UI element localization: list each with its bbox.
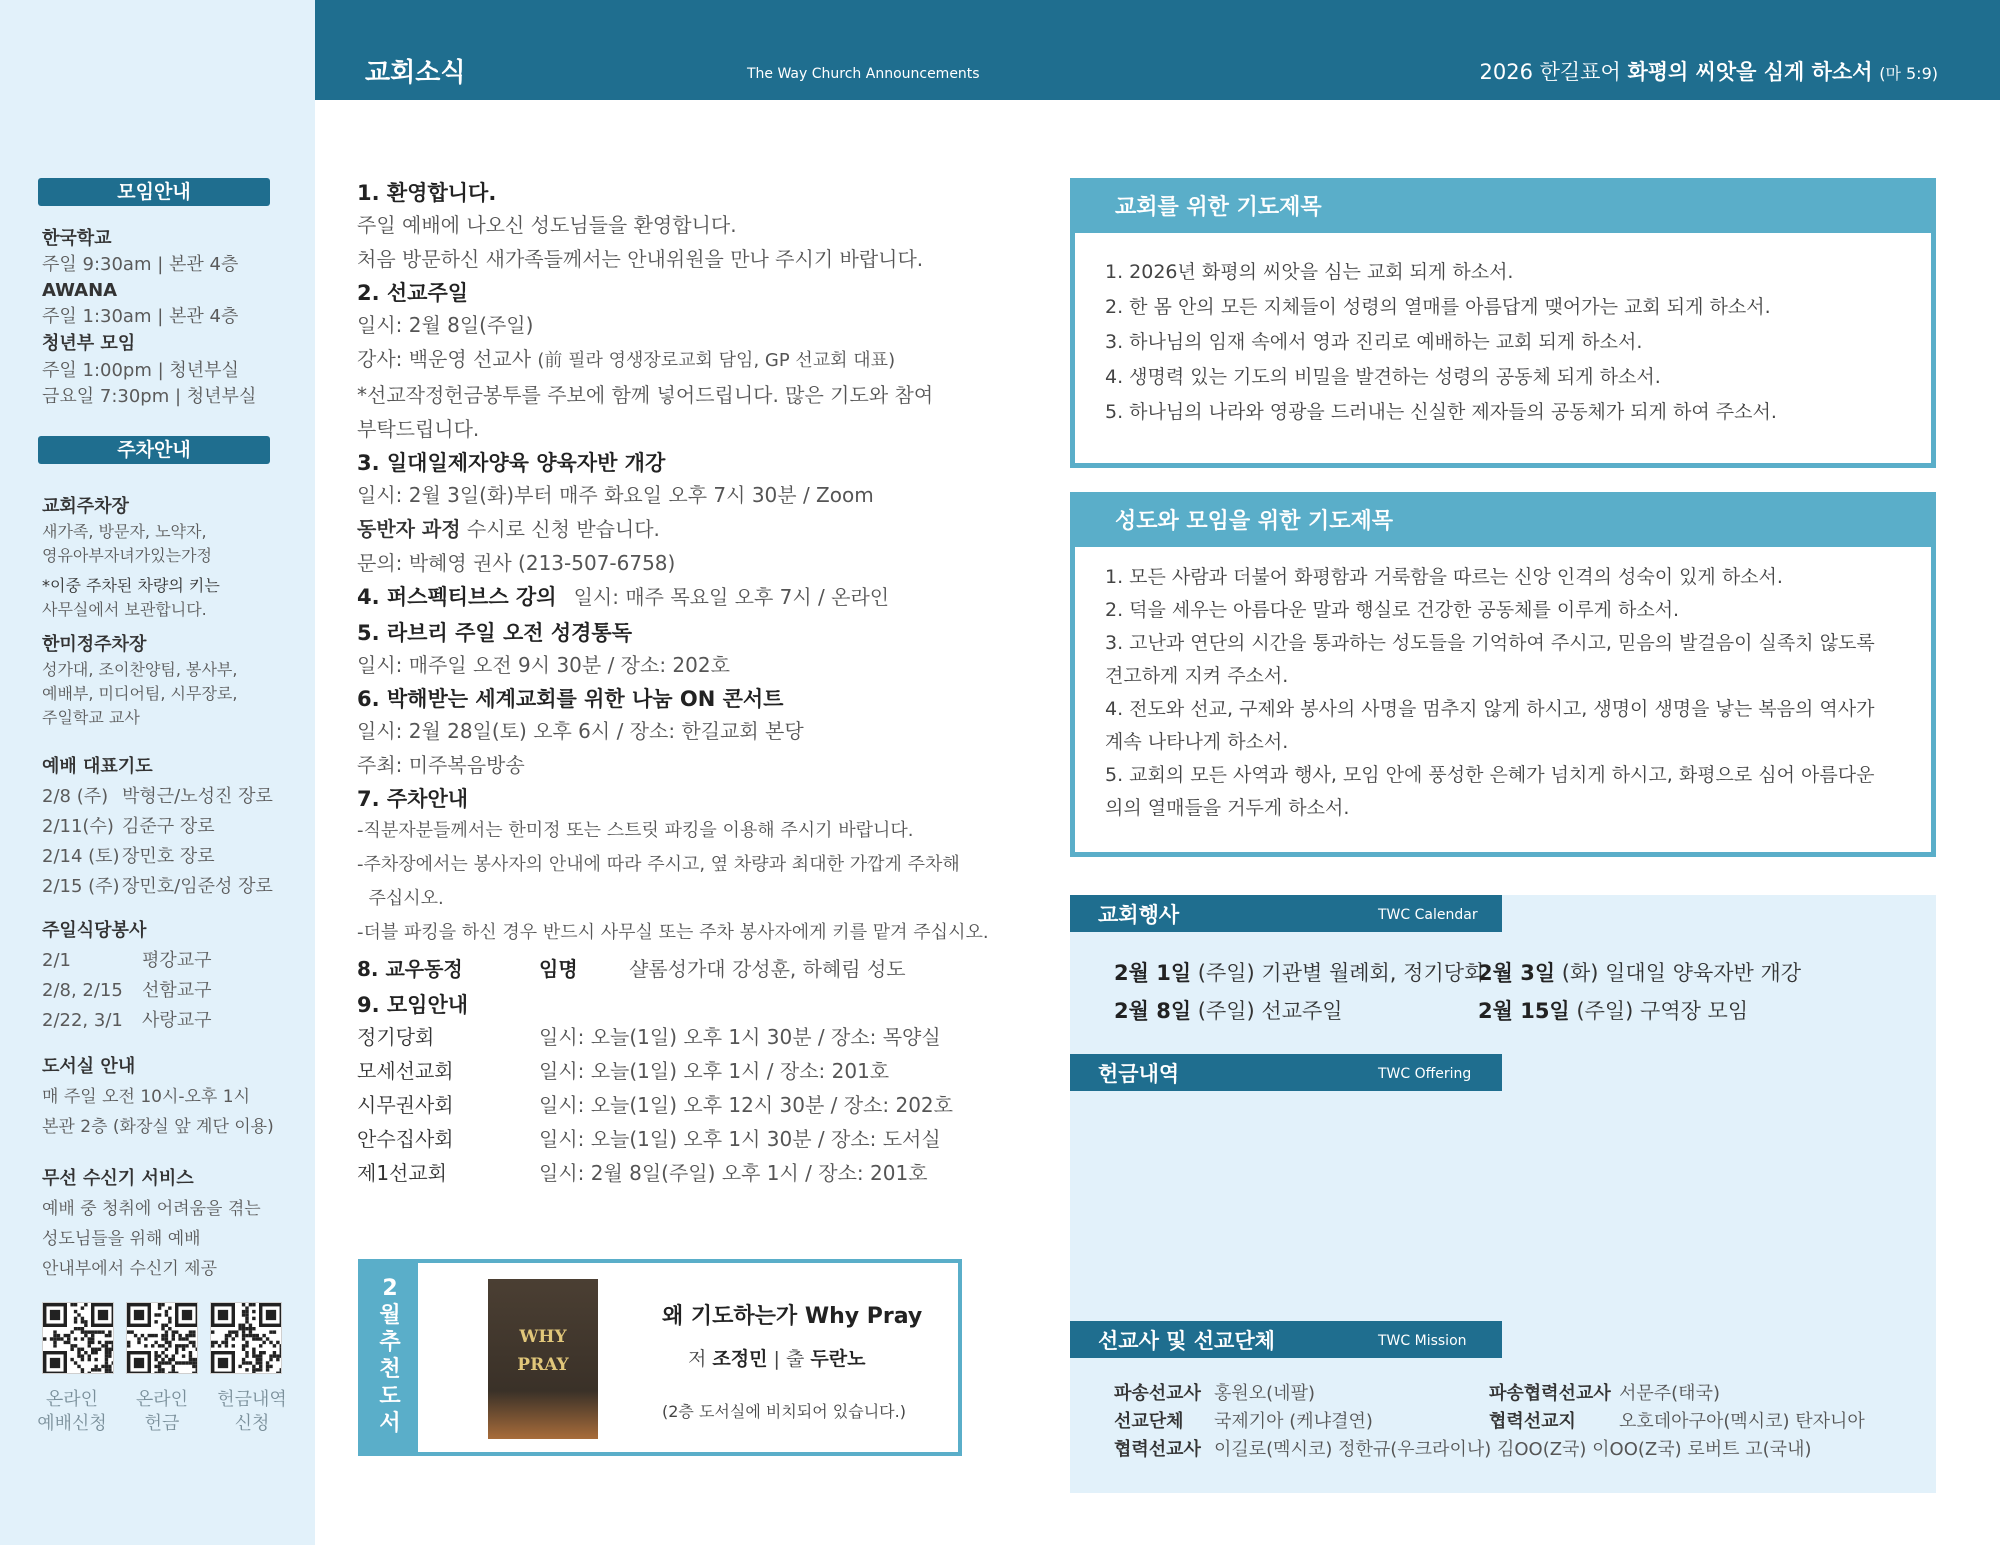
- offering-title: 헌금내역: [1098, 1062, 1180, 1086]
- meeting-info: 일시: 2월 8일(주일) 오후 1시 / 장소: 201호: [539, 1161, 928, 1185]
- meetings-list: [42, 226, 302, 410]
- theme-prefix: 2026 한길표어: [1479, 60, 1621, 84]
- event-desc: (화) 일대일 양육자반 개강: [1555, 961, 1802, 985]
- mission-value: 국제기아 (케냐결연): [1214, 1411, 1373, 1432]
- meetings-header: 모임안내: [38, 178, 270, 206]
- mission-list: [1114, 1380, 1865, 1464]
- meeting-name: 시무권사회: [357, 1093, 454, 1117]
- hanmijung-title: 한미정주차장: [42, 634, 147, 655]
- side-char: 월: [379, 1303, 401, 1328]
- side-char: 2: [382, 1276, 398, 1301]
- meeting-info: 일시: 오늘(1일) 오후 1시 30분 / 장소: 목양실: [539, 1025, 941, 1049]
- meeting-row: [357, 1122, 977, 1156]
- publisher-name: 두란노: [810, 1348, 866, 1370]
- page-subtitle: The Way Church Announcements: [747, 66, 980, 82]
- section-title: 8. 교우동정: [357, 957, 463, 981]
- mission-row: [1114, 1408, 1865, 1436]
- announcement-line: 일시: 2월 3일(화)부터 매주 화요일 오후 7시 30분 / Zoom: [357, 483, 874, 507]
- side-char: 도: [379, 1384, 401, 1409]
- event-date: 2월 1일: [1114, 961, 1192, 985]
- lunch-row: [42, 946, 302, 976]
- meeting-name: 안수집사회: [357, 1127, 454, 1151]
- prayer-line: 계속 나타나게 하소서.: [1105, 731, 1289, 753]
- announcements: [357, 178, 989, 1190]
- church-parking-line: 새가족, 방문자, 노약자,: [42, 522, 207, 541]
- members-prayer-list: [1075, 547, 1931, 825]
- meeting-time: 금요일 7:30pm | 청년부실: [42, 386, 257, 407]
- offering-tab: [1070, 1054, 1502, 1091]
- meeting-name: AWANA: [42, 280, 118, 301]
- announcement-line: [357, 512, 977, 546]
- book-note: (2층 도서실에 비치되어 있습니다.): [662, 1402, 906, 1421]
- announcement-line: [357, 342, 977, 378]
- rep-date: 2/11(수): [42, 816, 114, 837]
- library-info: [42, 1052, 302, 1142]
- section-title: 1. 환영합니다.: [357, 181, 497, 205]
- meeting-row: [357, 1020, 977, 1054]
- mission-value: 이길로(멕시코) 정한규(우크라이나) 김OO(Z국) 이OO(Z국) 로버트 고(국내): [1214, 1439, 1812, 1460]
- lunch-title: 주일식당봉사: [42, 920, 147, 941]
- announcement-line: *선교작정헌금봉투를 주보에 함께 넣어드립니다. 많은 기도와 참여: [357, 383, 934, 407]
- qr-label-line: 온라인: [45, 1389, 99, 1410]
- mission-key: 협력선교지: [1489, 1411, 1576, 1432]
- course-note: 수시로 신청 받습니다.: [460, 517, 660, 541]
- church-parking-title: 교회주차장: [42, 496, 129, 517]
- meeting-name: 청년부 모임: [42, 333, 136, 354]
- rep-name: 장민호/임준성 장로: [122, 876, 273, 897]
- lunch-group: 사랑교구: [142, 1010, 212, 1031]
- rep-date: 2/15 (주): [42, 876, 120, 897]
- meeting-time: 주일 1:00pm | 청년부실: [42, 360, 239, 381]
- qr-code-offering-record[interactable]: [210, 1302, 282, 1374]
- lunch-service: [42, 916, 302, 1036]
- qr-label-line: 온라인: [135, 1389, 189, 1410]
- prayer-line: 3. 고난과 연단의 시간을 통과하는 성도들을 기억하여 주시고, 믿음의 발걸음이 실족치 않도록: [1105, 632, 1875, 654]
- prayer-reps-title: 예배 대표기도: [42, 756, 153, 777]
- wireless-info: [42, 1164, 302, 1284]
- prayer-line: 의의 열매들을 거두게 하소서.: [1105, 797, 1350, 819]
- section-title: 9. 모임안내: [357, 993, 469, 1017]
- qr-labels: [30, 1388, 294, 1436]
- event-desc: (주일) 기관별 월례회, 정기당회: [1191, 961, 1485, 985]
- event-date: 2월 15일: [1478, 999, 1570, 1023]
- mission-tab: [1070, 1321, 1502, 1358]
- mission-key: 파송선교사: [1114, 1383, 1201, 1404]
- event-desc: (주일) 선교주일: [1191, 999, 1343, 1023]
- announcement-line: 주최: 미주복음방송: [357, 753, 525, 777]
- author-label: 저: [688, 1348, 707, 1370]
- speaker: 강사: 백운영 선교사: [357, 347, 532, 371]
- mission-row: [1114, 1436, 1865, 1464]
- side-char: 천: [379, 1357, 401, 1382]
- section-title: 2. 선교주일: [357, 281, 469, 305]
- event-date: 2월 3일: [1478, 961, 1556, 985]
- prayer-line: 5. 교회의 모든 사역과 행사, 모임 안에 풍성한 은혜가 넘치게 하시고, 화평으로 심어 아름다운: [1105, 764, 1875, 786]
- prayer-line: 2. 덕을 세우는 아름다운 말과 행실로 건강한 공동체를 이루게 하소서.: [1105, 599, 1680, 621]
- qr-code-online-offering[interactable]: [126, 1302, 198, 1374]
- meeting-name: 정기당회: [357, 1025, 435, 1049]
- lunch-row: [42, 1006, 302, 1036]
- announcement-line: -주차장에서는 봉사자의 안내에 따라 주시고, 옆 차량과 최대한 가깝게 주차해: [357, 854, 960, 875]
- prayer-item: 5. 하나님의 나라와 영광을 드러내는 신실한 제자들의 공동체가 되게 하여 주소서.: [1105, 401, 1777, 423]
- book-recommendation: [358, 1259, 962, 1456]
- church-prayer-box: [1070, 178, 1936, 468]
- header-bar: [315, 0, 2000, 100]
- meeting-time: 주일 1:30am | 본관 4층: [42, 306, 239, 327]
- page-title: 교회소식: [365, 58, 466, 88]
- section-title: 6. 박해받는 세계교회를 위한 나눔 ON 콘서트: [357, 687, 784, 711]
- announcement-line: 주십시오.: [357, 888, 444, 909]
- mission-value: 서문주(태국): [1619, 1383, 1720, 1404]
- members-prayer-title: 성도와 모임을 위한 기도제목: [1075, 497, 1931, 547]
- book-author: 저 조정민 | 출 두란노: [688, 1348, 866, 1370]
- prayer-line: 4. 전도와 선교, 구제와 봉사의 사명을 멈추지 않게 하시고, 생명이 생명을 낳는 복음의 역사가: [1105, 698, 1875, 720]
- meeting-name: 한국학교: [42, 228, 112, 249]
- calendar-en: TWC Calendar: [1378, 907, 1478, 923]
- hanmijung-line: 주일학교 교사: [42, 708, 140, 727]
- prayer-item: 3. 하나님의 임재 속에서 영과 진리로 예배하는 교회 되게 하소서.: [1105, 331, 1643, 353]
- side-char: 서: [379, 1411, 401, 1436]
- meeting-row: [357, 1156, 977, 1190]
- rep-name: 장민호 장로: [122, 846, 215, 867]
- lunch-row: [42, 976, 302, 1006]
- speaker-note: (前 필라 영생장로교회 담임, GP 선교회 대표): [537, 350, 896, 371]
- qr-code-online-worship[interactable]: [42, 1302, 114, 1374]
- hanmijung-line: 성가대, 조이찬양팀, 봉사부,: [42, 660, 238, 679]
- news-value: 샬롬성가대 강성훈, 하혜림 성도: [629, 957, 906, 981]
- mission-key: 파송협력선교사: [1489, 1383, 1611, 1404]
- mission-value: 오호데아구아(멕시코) 탄자니아: [1619, 1411, 1865, 1432]
- library-title: 도서실 안내: [42, 1056, 136, 1077]
- announcement-line: 주일 예배에 나오신 성도님들을 환영합니다.: [357, 213, 737, 237]
- book-cover-title: PRAY: [517, 1355, 569, 1375]
- event-item: [1478, 957, 1801, 987]
- side-char: 추: [379, 1330, 401, 1355]
- parking-note: *이중 주차된 차량의 키는: [42, 576, 220, 595]
- theme-ref: (마 5:9): [1879, 64, 1938, 83]
- book-side-label: [362, 1263, 418, 1452]
- prayer-item: 2. 한 몸 안의 모든 지체들이 성령의 열매를 아름답게 맺어가는 교회 되게 하소서.: [1105, 296, 1771, 318]
- sidebar: [0, 0, 315, 1545]
- announcement-line: 일시: 2월 8일(주일): [357, 313, 534, 337]
- meeting-info: 일시: 오늘(1일) 오후 12시 30분 / 장소: 202호: [539, 1093, 953, 1117]
- course-name: 동반자 과정: [357, 517, 461, 541]
- section-title: 7. 주차안내: [357, 787, 469, 811]
- event-item: [1114, 995, 1343, 1025]
- prayer-rep-row: [42, 782, 302, 812]
- prayer-rep-row: [42, 872, 302, 902]
- qr-label: [210, 1388, 294, 1436]
- meeting-row: [357, 1088, 977, 1122]
- mission-row: [1114, 1380, 1865, 1408]
- parking-info: [42, 494, 302, 730]
- church-parking-line: 영유아부자녀가있는가정: [42, 546, 213, 565]
- qr-codes: [42, 1302, 282, 1374]
- announcement-line: 문의: 박혜영 권사 (213-507-6758): [357, 551, 676, 575]
- mission-title: 선교사 및 선교단체: [1098, 1329, 1275, 1353]
- mission-key: 협력선교사: [1114, 1439, 1201, 1460]
- announcement-line: -더블 파킹을 하신 경우 반드시 사무실 또는 주차 봉사자에게 키를 맡겨 주십시오.: [357, 922, 989, 943]
- qr-label-line: 헌금: [144, 1413, 180, 1434]
- lunch-date: 2/1: [42, 950, 71, 971]
- wireless-line: 성도님들을 위해 예배: [42, 1229, 201, 1249]
- meeting-name: 모세선교회: [357, 1059, 454, 1083]
- calendar-tab: [1070, 895, 1502, 932]
- book-cover-title: WHY: [519, 1327, 567, 1347]
- library-line: 본관 2층 (화장실 앞 계단 이용): [42, 1117, 274, 1137]
- qr-label: [30, 1388, 114, 1436]
- lunch-group: 평강교구: [142, 950, 212, 971]
- news-kind: 임명: [539, 957, 578, 981]
- section-title: 3. 일대일제자양육 양육자반 개강: [357, 451, 666, 475]
- announcement-line: 일시: 매주 목요일 오후 7시 / 온라인: [573, 585, 890, 609]
- mission-en: TWC Mission: [1378, 1333, 1467, 1349]
- prayer-item: 4. 생명력 있는 기도의 비밀을 발견하는 성령의 공동체 되게 하소서.: [1105, 366, 1661, 388]
- announcement-line: 부탁드립니다.: [357, 417, 480, 441]
- meeting-name: 제1선교회: [357, 1161, 448, 1185]
- event-date: 2월 8일: [1114, 999, 1192, 1023]
- mission-value: 홍원오(네팔): [1214, 1383, 1315, 1404]
- rep-name: 김준구 장로: [122, 816, 215, 837]
- prayer-item: 1. 2026년 화평의 씨앗을 심는 교회 되게 하소서.: [1105, 261, 1514, 283]
- yearly-theme: [1479, 56, 1938, 86]
- wireless-line: 안내부에서 수신기 제공: [42, 1259, 218, 1279]
- author-name: 조정민: [712, 1348, 768, 1370]
- qr-label-line: 헌금내역: [217, 1389, 287, 1410]
- book-cover: [488, 1279, 598, 1439]
- book-info: [662, 1299, 952, 1422]
- offering-en: TWC Offering: [1378, 1066, 1472, 1082]
- meeting-row: [357, 1054, 977, 1088]
- meeting-time: 주일 9:30am | 본관 4층: [42, 254, 239, 275]
- qr-label: [120, 1388, 204, 1436]
- calendar-title: 교회행사: [1098, 903, 1180, 927]
- prayer-rep-row: [42, 842, 302, 872]
- announcement-line: 일시: 매주일 오전 9시 30분 / 장소: 202호: [357, 653, 730, 677]
- hanmijung-line: 예배부, 미디어팀, 시무장로,: [42, 684, 238, 703]
- prayer-line: 1. 모든 사람과 더불어 화평함과 거룩함을 따르는 신앙 인격의 성숙이 있게 하소서.: [1105, 566, 1783, 588]
- events-panel: [1070, 895, 1936, 1493]
- section-inline: [357, 580, 977, 618]
- library-line: 매 주일 오전 10시-오후 1시: [42, 1087, 250, 1107]
- section-title: 5. 라브리 주일 오전 성경통독: [357, 621, 632, 645]
- prayer-line: 견고하게 지켜 주소서.: [1105, 665, 1289, 687]
- theme-main: 화평의 씨앗을 심게 하소서: [1627, 60, 1873, 84]
- qr-label-line: 예배신청: [37, 1413, 107, 1434]
- prayer-reps: [42, 752, 302, 902]
- lunch-group: 선함교구: [142, 980, 212, 1001]
- book-title: 왜 기도하는가 Why Pray: [662, 1304, 923, 1329]
- lunch-date: 2/8, 2/15: [42, 980, 123, 1001]
- event-item: [1114, 957, 1484, 987]
- wireless-line: 예배 중 청취에 어려움을 겪는: [42, 1199, 261, 1219]
- rep-date: 2/8 (주): [42, 786, 109, 807]
- announcement-line: -직분자분들께서는 한미정 또는 스트릿 파킹을 이용해 주시기 바랍니다.: [357, 820, 914, 841]
- rep-date: 2/14 (토): [42, 846, 120, 867]
- event-item: [1478, 995, 1748, 1025]
- event-desc: (주일) 구역장 모임: [1569, 999, 1749, 1023]
- publisher-label: 출: [785, 1348, 805, 1370]
- announcement-line: 일시: 2월 28일(토) 오후 6시 / 장소: 한길교회 본당: [357, 719, 804, 743]
- announcement-line: 처음 방문하신 새가족들께서는 안내위원을 만나 주시기 바랍니다.: [357, 247, 924, 271]
- parking-header: 주차안내: [38, 436, 270, 464]
- members-prayer-box: [1070, 492, 1936, 857]
- prayer-rep-row: [42, 812, 302, 842]
- wireless-title: 무선 수신기 서비스: [42, 1168, 194, 1189]
- parking-note: 사무실에서 보관합니다.: [42, 600, 207, 619]
- mission-key: 선교단체: [1114, 1411, 1184, 1432]
- rep-name: 박형근/노성진 장로: [122, 786, 273, 807]
- lunch-date: 2/22, 3/1: [42, 1010, 123, 1031]
- section-title: 4. 퍼스펙티브스 강의: [357, 585, 557, 609]
- meeting-info: 일시: 오늘(1일) 오후 1시 / 장소: 201호: [539, 1059, 890, 1083]
- church-prayer-list: [1075, 233, 1931, 430]
- church-prayer-title: 교회를 위한 기도제목: [1075, 183, 1931, 233]
- meeting-info: 일시: 오늘(1일) 오후 1시 30분 / 장소: 도서실: [539, 1127, 941, 1151]
- qr-label-line: 신청: [234, 1413, 270, 1434]
- member-news: [357, 950, 977, 988]
